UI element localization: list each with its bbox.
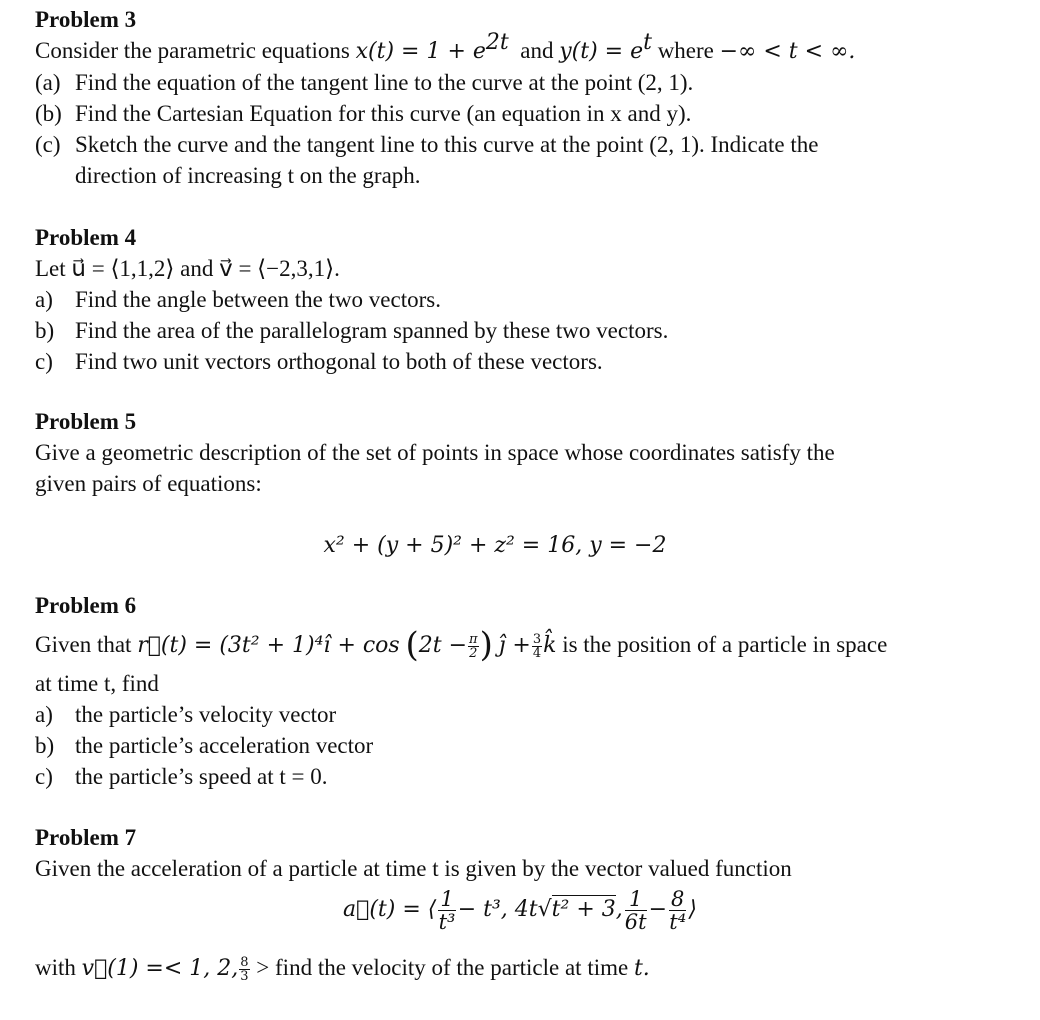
problem-6-title: Problem 6 bbox=[35, 593, 137, 618]
three-quarters-fraction: $\frac{3}{4}$ bbox=[532, 632, 542, 662]
problem-3-part-a: (a) Find the equation of the tangent line to the curve at the point (2, 1). bbox=[35, 70, 694, 95]
problem-5-text-1: Give a geometric description of the set of points in space whose coordinates satisfy the bbox=[35, 440, 835, 465]
problem-5 bbox=[35, 406, 1025, 499]
problem-6 bbox=[35, 590, 1025, 621]
problem-4-part-a: a) Find the angle between the two vectors. bbox=[35, 287, 441, 312]
problem-6-line-2: at time t, find bbox=[35, 671, 159, 696]
problem-4-vectors: Let u⃗ = ⟨1,1,2⟩ and v⃗ = ⟨−2,3,1⟩. bbox=[35, 256, 340, 281]
problem-3-title: Problem 3 bbox=[35, 7, 137, 32]
problem-5-text-2: given pairs of equations: bbox=[35, 471, 262, 496]
problem-6-parts bbox=[35, 668, 1025, 792]
problem-6-part-b: b) the particle’s acceleration vector bbox=[35, 733, 374, 758]
problem-5-equation: x² + (y + 5)² + z² = 16, y = −2 bbox=[323, 533, 667, 558]
problem-7-acceleration: a⃗(t) = ⟨ $\frac{1}{\text{t³}}$ − t³, 4t√t² + 3, $\frac{1}{6t}$ − $\frac{8}{\text{t⁴}}$ ⟩ bbox=[343, 887, 697, 935]
problem-7 bbox=[35, 822, 1025, 884]
problem-4-title: Problem 4 bbox=[35, 225, 137, 250]
pi-over-2-fraction: $\frac{\pi}{2}$ bbox=[469, 632, 478, 662]
problem-7-title: Problem 7 bbox=[35, 825, 137, 850]
problem-4 bbox=[35, 222, 1025, 377]
problem-4-part-b: b) Find the area of the parallelogram spanned by these two vectors. bbox=[35, 318, 669, 343]
problem-4-part-c: c) Find two unit vectors orthogonal to both of these vectors. bbox=[35, 349, 603, 374]
problem-3-intro: Consider the parametric equations $x(t) = 1 + e^{2t}$ and $y(t) = e^t$ where −∞ < t < ∞. bbox=[35, 30, 856, 64]
problem-3 bbox=[35, 4, 1025, 191]
problem-3-part-c: (c) Sketch the curve and the tangent line to this curve at the point (2, 1). Indicate the direction of increasing t on the graph. bbox=[35, 132, 819, 188]
problem-5-title: Problem 5 bbox=[35, 409, 137, 434]
problem-6-part-a: a) the particle’s velocity vector bbox=[35, 702, 337, 727]
problem-3-part-b: (b) Find the Cartesian Equation for this curve (an equation in x and y). bbox=[35, 101, 692, 126]
problem-6-position: Given that r⃗(t) = (3t² + 1)⁴î + cos (2t − $\frac{\pi}{2}$ ) ĵ + $\frac{3}{4}$ k̂ is the position of a particle in space bbox=[35, 625, 888, 665]
problem-7-text: Given the acceleration of a particle at time t is given by the vector valued function bbox=[35, 856, 792, 881]
problem-6-part-c: c) the particle’s speed at t = 0. bbox=[35, 764, 328, 789]
problem-7-initial-velocity: with v⃗(1) =< 1, 2, $\frac{8}{3}$ > find the velocity of the particle at time t. bbox=[35, 955, 650, 985]
